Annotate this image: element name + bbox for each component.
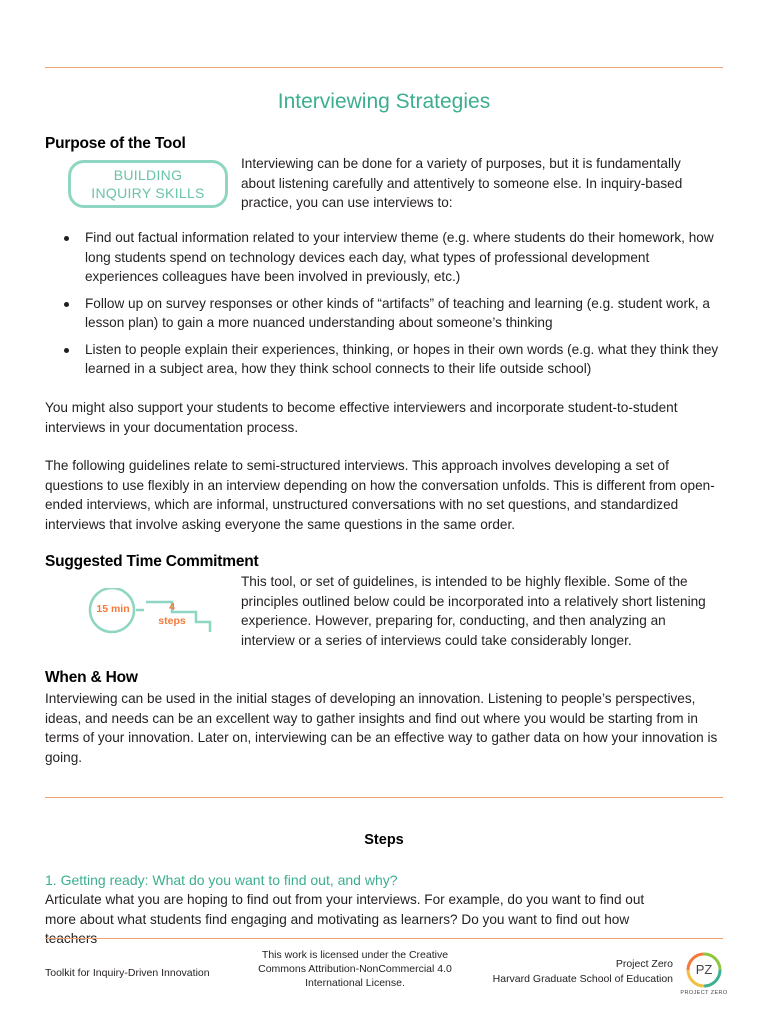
badge-line-1: BUILDING	[113, 167, 183, 183]
license-line-2: Commons Attribution-NonCommercial 4.0	[258, 963, 452, 975]
list-item	[45, 340, 725, 379]
steps-word: steps	[158, 615, 186, 627]
top-divider	[45, 67, 723, 68]
time-commitment-heading: Suggested Time Commitment	[45, 553, 259, 570]
inquiry-skills-badge	[68, 160, 228, 208]
bullet-text: Listen to people explain their experiences, thinking, or hopes in their own words (e.g. what they think they learned in a subject area, how they think school connects to their life outside school)	[85, 341, 719, 376]
semi-structured-paragraph: The following guidelines relate to semi-structured interviews. This approach involves developing a set of questions to use flexibly in an interview depending on how the conversation unfolds. This is different from open-ended interviews, which are informal, unstructured conversations with no set questions, and standardized interviews that involve asking everyone the same questions in the same order.	[45, 458, 715, 532]
license-line-1: This work is licensed under the Creative	[261, 949, 449, 961]
logo-text: PZ	[695, 962, 713, 977]
steps-heading: Steps	[364, 832, 404, 848]
minutes-label: 15 min	[96, 603, 130, 615]
when-how-text: Interviewing can be used in the initial stages of developing an innovation. Listening to people’s perspectives, ideas, and needs can be an excellent way to gather insights and find out where you would be starting from in terms of your innovation. Later on, interviewing can be an effective way to gather data on how your innovation is going.	[45, 691, 718, 765]
steps-count: 4	[169, 601, 175, 613]
list-item	[45, 228, 725, 287]
when-how-heading: When & How	[45, 669, 138, 686]
footer-organization	[493, 957, 673, 987]
org-line-1: Project Zero	[615, 958, 673, 970]
page-title: Interviewing Strategies	[277, 90, 491, 113]
step-1-text: Articulate what you are hoping to find out from your interviews. For example, do you want to find out more about what students find engaging and motivating as learners? Do you want to find out how teachers	[45, 892, 645, 946]
footer-toolkit-name: Toolkit for Inquiry-Driven Innovation	[45, 967, 210, 979]
time-commitment-text: This tool, or set of guidelines, is intended to be highly flexible. Some of the principles outlined below could be incorporated into a relatively short listening experience. However, preparing for, conducting, and then analyzing an interview or a series of interviews could take considerably longer.	[241, 574, 706, 648]
bullet-icon	[64, 302, 69, 307]
bullet-icon	[64, 348, 69, 353]
project-zero-logo	[680, 950, 728, 1000]
bullet-icon	[64, 236, 69, 241]
student-interviewers-paragraph: You might also support your students to become effective interviewers and incorporate student-to-student interviews in your documentation process.	[45, 400, 678, 435]
purpose-bullet-list	[45, 228, 725, 386]
purpose-intro: Interviewing can be done for a variety of purposes, but it is fundamentally about listening carefully and attentively to someone else. In inquiry-based practice, you can use interviews to:	[241, 156, 683, 210]
purpose-heading: Purpose of the Tool	[45, 135, 186, 152]
footer-divider	[45, 938, 723, 939]
bullet-text: Follow up on survey responses or other kinds of “artifacts” of teaching and learning (e.g. student work, a lesson plan) to gain a more nuanced understanding about someone’s thinking	[85, 295, 710, 330]
badge-line-2: INQUIRY SKILLS	[91, 185, 205, 201]
step-1-title: 1. Getting ready: What do you want to find out, and why?	[45, 872, 398, 888]
footer-license	[240, 948, 470, 990]
section-divider	[45, 797, 723, 798]
org-line-2: Harvard Graduate School of Education	[492, 973, 673, 985]
list-item	[45, 294, 725, 333]
license-line-3: International License.	[305, 977, 405, 989]
logo-caption: PROJECT ZERO	[680, 990, 728, 996]
bullet-text: Find out factual information related to your interview theme (e.g. where students do their homework, how long students spend on technology devices each day, what types of professional development experiences colleagues have been involved in previously, etc.)	[85, 230, 714, 284]
